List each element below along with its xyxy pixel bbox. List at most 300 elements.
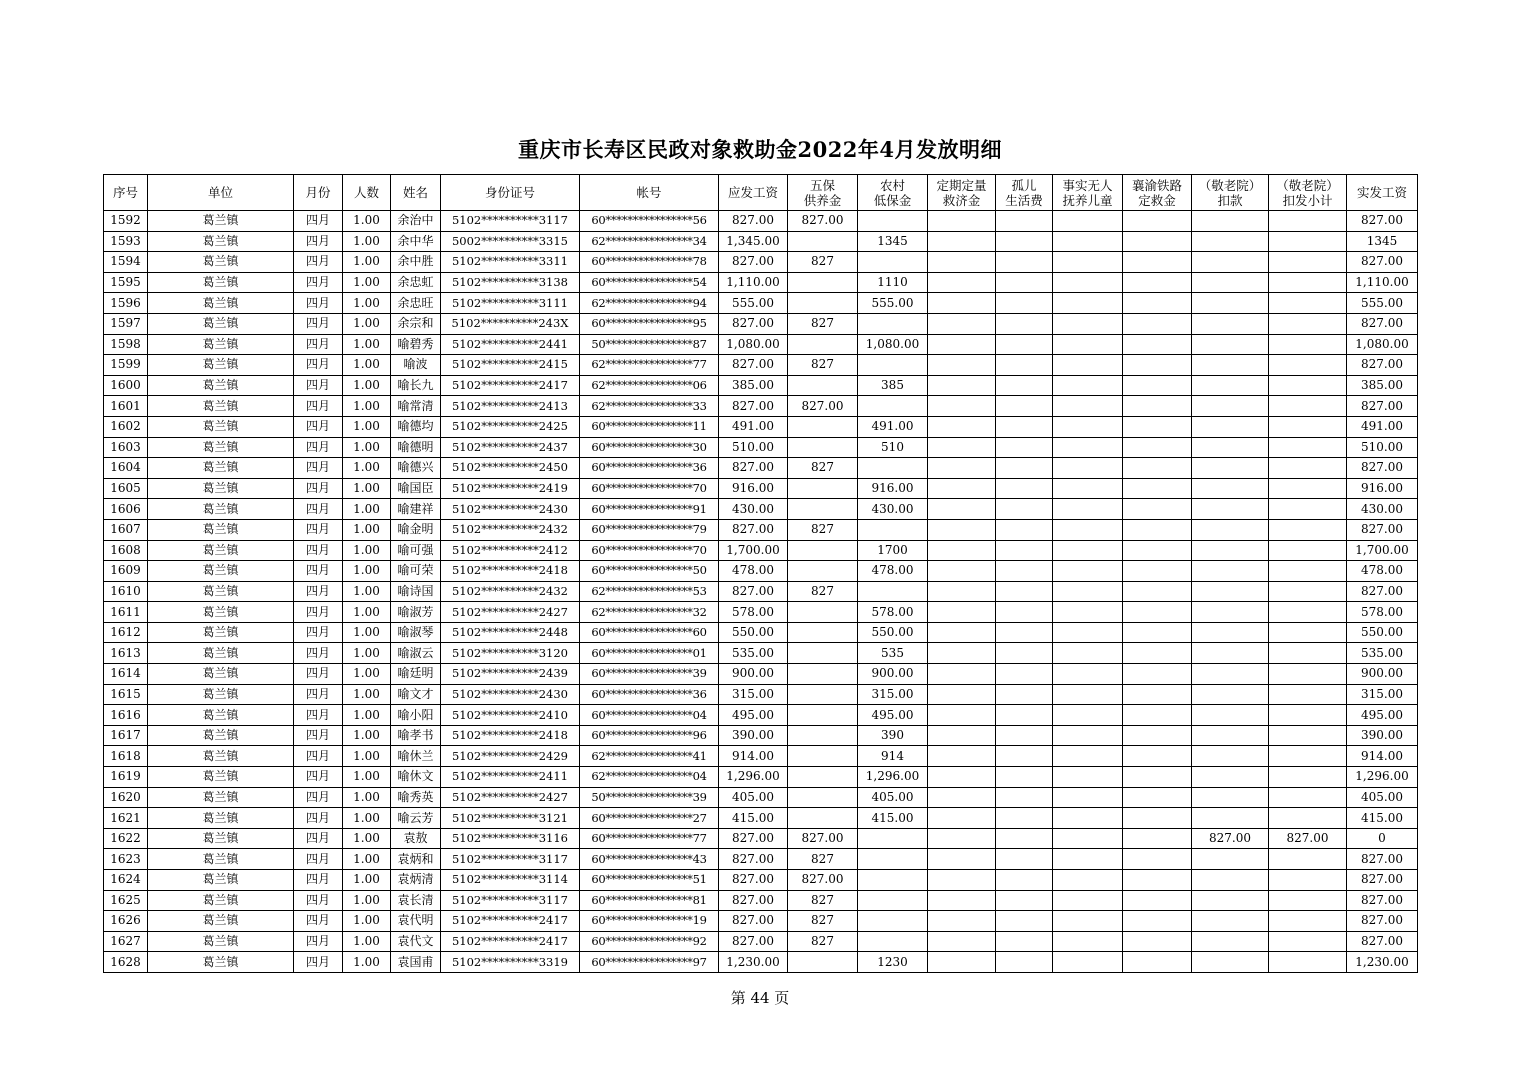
table-cell: 葛兰镇 — [148, 890, 294, 911]
table-cell — [1053, 396, 1123, 417]
table-cell — [1053, 334, 1123, 355]
table-cell — [928, 231, 996, 252]
column-header: 月份 — [294, 175, 343, 211]
column-header: 农村 低保金 — [858, 175, 928, 211]
table-cell: 1,296.00 — [719, 767, 788, 788]
table-cell — [1123, 808, 1192, 829]
table-cell — [858, 849, 928, 870]
table-cell — [1269, 437, 1347, 458]
table-cell — [1053, 808, 1123, 829]
table-cell — [1269, 519, 1347, 540]
table-cell — [788, 602, 858, 623]
table-cell — [928, 808, 996, 829]
table-cell: 1.00 — [343, 643, 391, 664]
table-cell — [1123, 643, 1192, 664]
table-cell — [928, 890, 996, 911]
table-cell: 1628 — [104, 952, 148, 973]
column-header: 孤儿 生活费 — [996, 175, 1053, 211]
column-header: 实发工资 — [1347, 175, 1418, 211]
table-cell — [1269, 952, 1347, 973]
table-row — [104, 437, 1418, 458]
table-cell — [1192, 519, 1269, 540]
table-cell: 827.00 — [1347, 911, 1418, 932]
table-cell: 四月 — [294, 684, 343, 705]
table-cell: 1,345.00 — [719, 231, 788, 252]
table-cell: 1110 — [858, 272, 928, 293]
table-cell: 喻孝书 — [391, 725, 441, 746]
table-cell — [1192, 931, 1269, 952]
table-cell — [928, 396, 996, 417]
table-cell: 827.00 — [788, 828, 858, 849]
table-cell — [1269, 313, 1347, 334]
table-cell — [1192, 602, 1269, 623]
table-cell: 60****************19 — [580, 911, 719, 932]
table-cell — [928, 581, 996, 602]
table-row — [104, 293, 1418, 314]
table-cell — [1053, 643, 1123, 664]
table-cell — [928, 828, 996, 849]
table-cell — [1123, 767, 1192, 788]
table-cell — [1192, 396, 1269, 417]
table-cell: 405.00 — [858, 787, 928, 808]
table-cell: 60****************81 — [580, 890, 719, 911]
table-cell — [1053, 478, 1123, 499]
table-cell: 491.00 — [719, 416, 788, 437]
table-cell — [1269, 664, 1347, 685]
table-cell — [1192, 211, 1269, 232]
table-cell: 葛兰镇 — [148, 334, 294, 355]
table-cell — [1269, 787, 1347, 808]
table-cell — [928, 437, 996, 458]
table-cell — [1123, 499, 1192, 520]
table-row — [104, 725, 1418, 746]
table-cell: 1592 — [104, 211, 148, 232]
table-cell — [1192, 231, 1269, 252]
table-cell: 1.00 — [343, 849, 391, 870]
table-cell — [1192, 952, 1269, 973]
table-cell — [1053, 581, 1123, 602]
table-row — [104, 375, 1418, 396]
table-cell — [1123, 849, 1192, 870]
table-cell — [858, 396, 928, 417]
table-cell: 555.00 — [858, 293, 928, 314]
table-cell: 葛兰镇 — [148, 725, 294, 746]
table-cell: 827.00 — [1347, 252, 1418, 273]
table-cell — [1269, 725, 1347, 746]
table-cell: 喻云芳 — [391, 808, 441, 829]
table-cell — [996, 396, 1053, 417]
table-cell: 827.00 — [1192, 828, 1269, 849]
page-number: 第 44 页 — [730, 989, 790, 1007]
table-cell — [1192, 849, 1269, 870]
table-cell: 315.00 — [1347, 684, 1418, 705]
table-cell: 385 — [858, 375, 928, 396]
table-cell: 葛兰镇 — [148, 787, 294, 808]
table-cell: 827.00 — [1347, 396, 1418, 417]
table-cell: 四月 — [294, 828, 343, 849]
table-cell: 1600 — [104, 375, 148, 396]
table-cell: 5102**********2448 — [441, 622, 580, 643]
table-cell: 495.00 — [858, 705, 928, 726]
table-cell: 1602 — [104, 416, 148, 437]
table-cell: 827 — [788, 581, 858, 602]
table-cell: 5102**********3117 — [441, 890, 580, 911]
table-cell: 827.00 — [719, 355, 788, 376]
table-cell: 578.00 — [858, 602, 928, 623]
table-cell — [1269, 911, 1347, 932]
table-cell: 5102**********3138 — [441, 272, 580, 293]
table-cell: 1.00 — [343, 293, 391, 314]
table-cell — [928, 643, 996, 664]
table-cell: 1,700.00 — [719, 540, 788, 561]
table-cell: 葛兰镇 — [148, 437, 294, 458]
table-cell: 四月 — [294, 293, 343, 314]
table-cell — [928, 931, 996, 952]
table-cell — [996, 540, 1053, 561]
table-cell: 1.00 — [343, 437, 391, 458]
table-cell: 914.00 — [719, 746, 788, 767]
table-cell — [1192, 293, 1269, 314]
table-cell: 60****************77 — [580, 828, 719, 849]
table-cell: 5102**********2450 — [441, 458, 580, 479]
table-cell — [928, 746, 996, 767]
table-cell: 葛兰镇 — [148, 458, 294, 479]
table-cell — [1123, 705, 1192, 726]
table-cell: 900.00 — [1347, 664, 1418, 685]
table-cell: 827.00 — [1347, 931, 1418, 952]
table-cell: 1613 — [104, 643, 148, 664]
table-cell — [928, 622, 996, 643]
table-cell: 1623 — [104, 849, 148, 870]
table-cell — [1192, 416, 1269, 437]
table-cell: 四月 — [294, 622, 343, 643]
table-cell: 喻德均 — [391, 416, 441, 437]
table-cell — [996, 313, 1053, 334]
table-cell: 60****************39 — [580, 664, 719, 685]
table-row — [104, 231, 1418, 252]
table-row — [104, 643, 1418, 664]
table-cell — [1053, 252, 1123, 273]
table-cell — [1123, 622, 1192, 643]
table-cell — [788, 767, 858, 788]
table-cell: 60****************04 — [580, 705, 719, 726]
table-cell — [788, 622, 858, 643]
table-cell — [1269, 416, 1347, 437]
table-cell — [996, 375, 1053, 396]
table-cell: 827.00 — [719, 252, 788, 273]
table-cell — [928, 561, 996, 582]
table-cell: 四月 — [294, 767, 343, 788]
table-cell: 916.00 — [1347, 478, 1418, 499]
table-cell: 喻文才 — [391, 684, 441, 705]
table-cell — [1269, 458, 1347, 479]
table-cell: 四月 — [294, 931, 343, 952]
table-cell: 5102**********3117 — [441, 211, 580, 232]
table-cell: 1603 — [104, 437, 148, 458]
table-cell: 827.00 — [719, 890, 788, 911]
table-cell — [1053, 911, 1123, 932]
table-cell: 550.00 — [858, 622, 928, 643]
table-row — [104, 581, 1418, 602]
table-cell — [996, 231, 1053, 252]
table-cell: 葛兰镇 — [148, 211, 294, 232]
table-cell: 四月 — [294, 499, 343, 520]
table-cell: 1608 — [104, 540, 148, 561]
table-cell: 827.00 — [719, 211, 788, 232]
table-cell: 1.00 — [343, 458, 391, 479]
table-cell: 578.00 — [719, 602, 788, 623]
table-cell: 1.00 — [343, 231, 391, 252]
table-cell: 喻建祥 — [391, 499, 441, 520]
table-cell: 1.00 — [343, 931, 391, 952]
table-cell — [1123, 540, 1192, 561]
table-cell — [1192, 334, 1269, 355]
table-cell: 827 — [788, 931, 858, 952]
table-cell — [858, 313, 928, 334]
table-cell — [1269, 231, 1347, 252]
table-cell: 袁长清 — [391, 890, 441, 911]
table-cell — [996, 890, 1053, 911]
table-cell — [1053, 272, 1123, 293]
table-cell: 葛兰镇 — [148, 622, 294, 643]
table-cell: 555.00 — [1347, 293, 1418, 314]
table-cell: 60****************91 — [580, 499, 719, 520]
table-cell: 1610 — [104, 581, 148, 602]
column-header: 人数 — [343, 175, 391, 211]
table-cell — [1269, 561, 1347, 582]
table-cell — [1192, 437, 1269, 458]
table-cell: 1606 — [104, 499, 148, 520]
table-cell: 四月 — [294, 808, 343, 829]
table-row — [104, 416, 1418, 437]
table-cell: 袁代文 — [391, 931, 441, 952]
table-cell: 1,230.00 — [719, 952, 788, 973]
table-cell: 390.00 — [719, 725, 788, 746]
table-cell — [1053, 622, 1123, 643]
table-cell: 葛兰镇 — [148, 828, 294, 849]
table-row — [104, 602, 1418, 623]
table-cell: 余治中 — [391, 211, 441, 232]
table-cell — [1269, 746, 1347, 767]
table-cell — [1123, 664, 1192, 685]
table-cell: 5102**********2418 — [441, 561, 580, 582]
table-cell: 405.00 — [1347, 787, 1418, 808]
table-row — [104, 931, 1418, 952]
table-cell: 1.00 — [343, 828, 391, 849]
table-cell: 1,080.00 — [719, 334, 788, 355]
table-cell: 1594 — [104, 252, 148, 273]
table-cell: 1,230.00 — [1347, 952, 1418, 973]
table-cell: 405.00 — [719, 787, 788, 808]
table-cell — [928, 211, 996, 232]
table-row — [104, 252, 1418, 273]
table-cell: 葛兰镇 — [148, 767, 294, 788]
table-cell — [788, 231, 858, 252]
table-cell: 四月 — [294, 211, 343, 232]
table-cell — [1192, 561, 1269, 582]
table-cell: 葛兰镇 — [148, 870, 294, 891]
table-cell: 葛兰镇 — [148, 931, 294, 952]
table-cell — [1053, 931, 1123, 952]
table-row — [104, 355, 1418, 376]
table-cell: 535 — [858, 643, 928, 664]
table-cell — [1269, 622, 1347, 643]
table-cell — [996, 458, 1053, 479]
table-cell: 1.00 — [343, 540, 391, 561]
table-cell: 四月 — [294, 313, 343, 334]
table-cell — [1269, 931, 1347, 952]
table-cell: 555.00 — [719, 293, 788, 314]
table-cell — [928, 725, 996, 746]
table-cell — [1269, 705, 1347, 726]
table-cell — [1053, 725, 1123, 746]
table-cell: 415.00 — [719, 808, 788, 829]
table-cell: 60****************70 — [580, 478, 719, 499]
table-cell: 四月 — [294, 787, 343, 808]
table-cell: 827.00 — [719, 870, 788, 891]
table-cell — [996, 931, 1053, 952]
table-cell — [1053, 231, 1123, 252]
table-cell: 60****************50 — [580, 561, 719, 582]
table-cell — [1123, 416, 1192, 437]
table-cell — [788, 540, 858, 561]
table-cell — [858, 458, 928, 479]
column-header: 姓名 — [391, 175, 441, 211]
table-cell: 60****************56 — [580, 211, 719, 232]
table-cell: 60****************60 — [580, 622, 719, 643]
table-cell: 535.00 — [719, 643, 788, 664]
table-cell — [996, 808, 1053, 829]
table-cell: 葛兰镇 — [148, 911, 294, 932]
table-row — [104, 519, 1418, 540]
table-cell: 827.00 — [788, 211, 858, 232]
table-cell: 491.00 — [1347, 416, 1418, 437]
table-cell: 60****************92 — [580, 931, 719, 952]
table-cell: 827.00 — [719, 396, 788, 417]
column-header: 序号 — [104, 175, 148, 211]
table-cell: 余忠虹 — [391, 272, 441, 293]
column-header: 定期定量 救济金 — [928, 175, 996, 211]
table-cell: 喻长九 — [391, 375, 441, 396]
table-cell: 喻秀英 — [391, 787, 441, 808]
table-cell — [928, 293, 996, 314]
table-cell: 葛兰镇 — [148, 499, 294, 520]
table-cell — [1053, 746, 1123, 767]
table-cell — [928, 952, 996, 973]
table-cell: 1611 — [104, 602, 148, 623]
table-cell: 四月 — [294, 911, 343, 932]
table-cell — [1192, 870, 1269, 891]
table-cell — [996, 684, 1053, 705]
table-cell: 四月 — [294, 519, 343, 540]
table-cell: 袁国甫 — [391, 952, 441, 973]
table-cell: 827 — [788, 519, 858, 540]
table-cell: 510 — [858, 437, 928, 458]
table-cell: 葛兰镇 — [148, 375, 294, 396]
table-cell: 葛兰镇 — [148, 581, 294, 602]
table-cell — [1123, 272, 1192, 293]
table-cell — [1269, 396, 1347, 417]
table-cell: 5102**********2437 — [441, 437, 580, 458]
table-cell — [1192, 252, 1269, 273]
table-cell: 5102**********2439 — [441, 664, 580, 685]
table-row — [104, 870, 1418, 891]
table-cell: 5102**********3116 — [441, 828, 580, 849]
table-cell — [928, 355, 996, 376]
table-cell — [1053, 355, 1123, 376]
table-cell: 390.00 — [1347, 725, 1418, 746]
table-cell: 900.00 — [858, 664, 928, 685]
table-cell: 袁炳和 — [391, 849, 441, 870]
table-cell — [928, 705, 996, 726]
table-cell: 四月 — [294, 355, 343, 376]
table-cell: 827.00 — [1347, 890, 1418, 911]
column-header: （敬老院） 扣发小计 — [1269, 175, 1347, 211]
table-cell — [1053, 602, 1123, 623]
table-cell — [1269, 334, 1347, 355]
table-cell: 余宗和 — [391, 313, 441, 334]
table-cell: 5102**********2429 — [441, 746, 580, 767]
table-cell — [1192, 540, 1269, 561]
table-cell: 喻小阳 — [391, 705, 441, 726]
table-cell: 四月 — [294, 231, 343, 252]
table-cell: 5002**********3315 — [441, 231, 580, 252]
table-cell: 60****************97 — [580, 952, 719, 973]
table-row — [104, 684, 1418, 705]
table-cell: 1617 — [104, 725, 148, 746]
table-cell — [1269, 767, 1347, 788]
table-cell — [996, 952, 1053, 973]
table-cell: 5102**********2411 — [441, 767, 580, 788]
table-cell: 喻可强 — [391, 540, 441, 561]
table-cell — [1123, 684, 1192, 705]
table-cell: 葛兰镇 — [148, 849, 294, 870]
table-cell — [1192, 787, 1269, 808]
table-row — [104, 911, 1418, 932]
table-cell: 喻廷明 — [391, 664, 441, 685]
table-cell: 60****************11 — [580, 416, 719, 437]
table-cell: 578.00 — [1347, 602, 1418, 623]
table-cell: 827.00 — [1347, 849, 1418, 870]
table-cell: 827.00 — [1347, 355, 1418, 376]
table-cell — [1053, 828, 1123, 849]
table-cell — [788, 746, 858, 767]
table-cell: 喻常清 — [391, 396, 441, 417]
table-cell — [1053, 293, 1123, 314]
table-cell: 827.00 — [1269, 828, 1347, 849]
table-cell: 5102**********2417 — [441, 375, 580, 396]
table-cell — [1123, 561, 1192, 582]
table-cell — [1192, 746, 1269, 767]
table-cell — [1192, 664, 1269, 685]
table-cell: 1.00 — [343, 787, 391, 808]
table-cell: 四月 — [294, 478, 343, 499]
table-cell: 1.00 — [343, 211, 391, 232]
table-cell: 5102**********3319 — [441, 952, 580, 973]
table-cell: 315.00 — [858, 684, 928, 705]
table-cell — [1053, 787, 1123, 808]
table-cell: 四月 — [294, 643, 343, 664]
table-cell: 1595 — [104, 272, 148, 293]
table-cell: 415.00 — [1347, 808, 1418, 829]
table-cell: 喻碧秀 — [391, 334, 441, 355]
table-cell — [1192, 478, 1269, 499]
table-cell: 5102**********2427 — [441, 602, 580, 623]
table-cell — [996, 664, 1053, 685]
table-cell: 5102**********2410 — [441, 705, 580, 726]
table-cell: 827.00 — [719, 931, 788, 952]
column-header: 帐号 — [580, 175, 719, 211]
